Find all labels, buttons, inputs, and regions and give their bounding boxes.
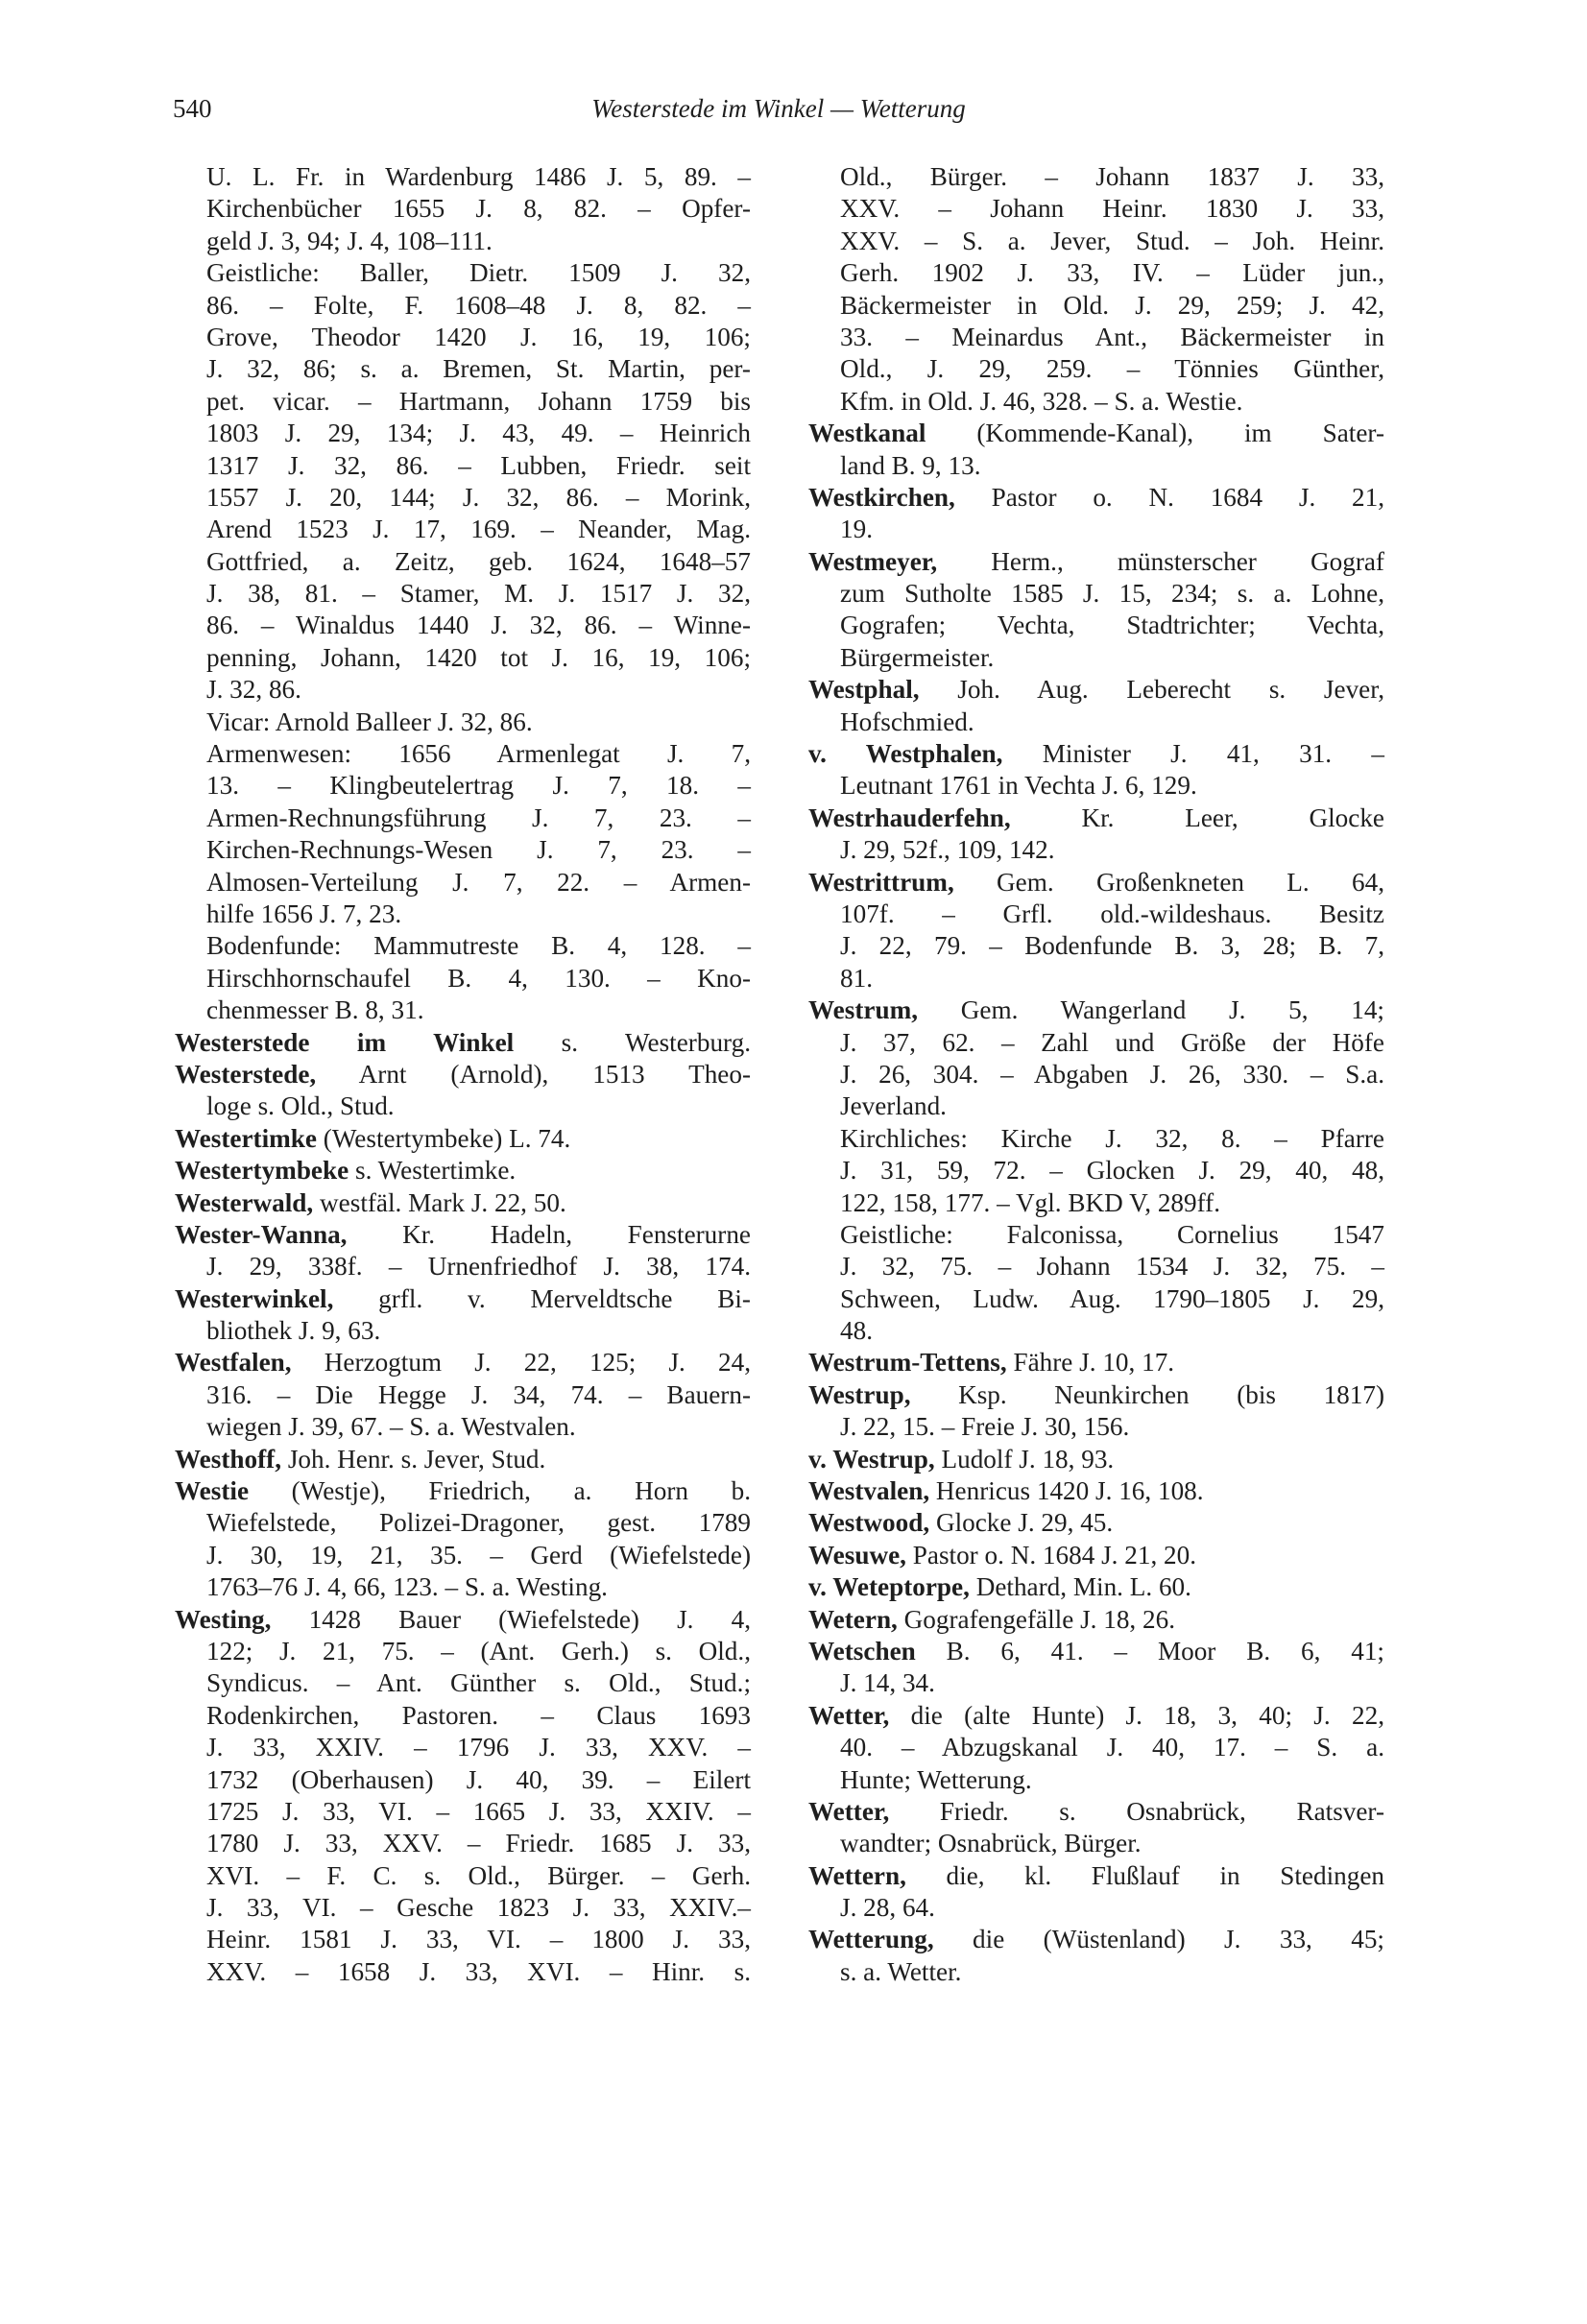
index-text: Gografen; Vechta, Stadtrichter; Vechta, (840, 611, 1384, 640)
index-continuation-line (808, 193, 1384, 225)
index-continuation-line (175, 290, 751, 322)
index-text: J. 22, 79. – Bodenfunde B. 3, 28; B. 7, (840, 931, 1384, 961)
index-continuation-line (808, 707, 1384, 738)
index-text: chenmesser B. 8, 31. (206, 995, 424, 1025)
index-continuation-line (808, 514, 1384, 545)
index-continuation-line (175, 1796, 751, 1828)
index-text: J. 28, 64. (840, 1893, 935, 1923)
index-continuation-line (175, 514, 751, 545)
index-headword: Westerwald, (175, 1187, 314, 1217)
index-headword: Westphal, (808, 675, 920, 705)
index-text: Heinr. 1581 J. 33, VI. – 1800 J. 33, (206, 1925, 751, 1954)
index-continuation-line (175, 707, 751, 738)
index-entry-line (808, 418, 1384, 449)
index-text: J. 37, 62. – Zahl und Größe der Höfe (840, 1027, 1384, 1057)
index-headword: Westertymbeke (175, 1156, 349, 1186)
index-text: Joh. Aug. Leberecht s. Jever, (919, 675, 1384, 705)
index-text: 1317 J. 32, 86. – Lubben, Friedr. seit (206, 450, 751, 480)
index-headword: v. Westphalen, (808, 739, 1003, 769)
index-text: J. 33, XXIV. – 1796 J. 33, XXV. – (206, 1733, 751, 1762)
index-text: penning, Johann, 1420 tot J. 16, 19, 106; (206, 642, 751, 672)
index-entry-line (808, 867, 1384, 898)
index-text: Rodenkirchen, Pastoren. – Claus 1693 (206, 1700, 751, 1730)
index-continuation-line (175, 770, 751, 802)
index-text: Gografengefälle J. 18, 26. (897, 1604, 1176, 1634)
index-text: Dethard, Min. L. 60. (969, 1572, 1191, 1602)
index-entry-line (175, 1283, 751, 1315)
index-text: (Westertymbeke) L. 74. (316, 1123, 571, 1153)
index-continuation-line (175, 193, 751, 225)
index-continuation-line (175, 578, 751, 610)
index-headword: Wesuwe, (808, 1540, 906, 1569)
index-text: Bürgermeister. (840, 642, 995, 672)
index-text: land B. 9, 13. (840, 450, 981, 480)
index-continuation-line (808, 898, 1384, 930)
index-headword: Westie (175, 1476, 250, 1506)
index-text: Grove, Theodor 1420 J. 16, 19, 106; (206, 322, 751, 351)
index-continuation-line (175, 610, 751, 641)
index-text: s. a. Wetter. (840, 1956, 962, 1986)
index-entry-line (175, 1027, 751, 1059)
page-number: 540 (173, 94, 212, 123)
index-text: Arend 1523 J. 17, 169. – Neander, Mag. (206, 515, 751, 544)
index-text: Schween, Ludw. Aug. 1790–1805 J. 29, (840, 1283, 1384, 1313)
index-text: Geistliche: Baller, Dietr. 1509 J. 32, (206, 258, 751, 288)
index-continuation-line (175, 450, 751, 482)
index-text: wiegen J. 39, 67. – S. a. Westvalen. (206, 1412, 576, 1442)
index-entry-line (808, 803, 1384, 834)
index-continuation-line (808, 930, 1384, 962)
index-entry-line (808, 674, 1384, 706)
index-continuation-line (175, 1860, 751, 1892)
index-text: 1725 J. 33, VI. – 1665 J. 33, XXIV. – (206, 1796, 751, 1826)
index-text: loge s. Old., Stud. (206, 1091, 395, 1121)
index-text: 1557 J. 20, 144; J. 32, 86. – Morink, (206, 482, 751, 512)
index-text: Wiefelstede, Polizei-Dragoner, gest. 1789 (206, 1508, 751, 1538)
index-text: J. 30, 19, 21, 35. – Gerd (Wiefelstede) (206, 1540, 751, 1569)
index-entry-line (808, 546, 1384, 578)
index-continuation-line (808, 1027, 1384, 1059)
index-text: Fähre J. 10, 17. (1006, 1348, 1175, 1378)
index-text: Gerh. 1902 J. 33, IV. – Lüder jun., (840, 258, 1384, 288)
index-text: Old., Bürger. – Johann 1837 J. 33, (840, 162, 1384, 191)
index-text: Herzogtum J. 22, 125; J. 24, (291, 1348, 751, 1378)
index-entry-line (808, 1700, 1384, 1732)
index-continuation-line (175, 322, 751, 353)
index-text: B. 6, 41. – Moor B. 6, 41; (915, 1636, 1384, 1665)
index-text: 33. – Meinardus Ant., Bäckermeister in (840, 322, 1384, 351)
index-entry-line (808, 482, 1384, 514)
index-text: Pastor o. N. 1684 J. 21, 20. (905, 1540, 1197, 1569)
index-text: Almosen-Verteilung J. 7, 22. – Armen- (206, 867, 751, 897)
index-continuation-line (175, 803, 751, 834)
index-entry-line (808, 1796, 1384, 1828)
index-headword: Westertimke (175, 1123, 317, 1153)
index-continuation-line (808, 1956, 1384, 1988)
index-text: 1763–76 J. 4, 66, 123. – S. a. Westing. (206, 1572, 608, 1602)
index-headword: Westvalen, (808, 1476, 930, 1506)
index-continuation-line (175, 1411, 751, 1443)
index-entry-line (175, 1444, 751, 1475)
index-continuation-line (175, 1540, 751, 1571)
index-text: 40. – Abzugskanal J. 40, 17. – S. a. (840, 1733, 1384, 1762)
index-entry-line (175, 1347, 751, 1378)
index-text: die (Wüstenland) J. 33, 45; (933, 1925, 1384, 1954)
index-text: 81. (840, 963, 873, 993)
index-entry-line (808, 1636, 1384, 1667)
index-continuation-line (808, 834, 1384, 866)
index-continuation-line (808, 642, 1384, 674)
index-headword: Westerstede, (175, 1059, 317, 1089)
index-continuation-line (808, 1764, 1384, 1796)
index-entry-line (808, 738, 1384, 770)
index-text: (Westje), Friedrich, a. Horn b. (249, 1476, 751, 1506)
index-headword: Westwood, (808, 1508, 930, 1538)
index-text: J. 32, 86; s. a. Bremen, St. Martin, per- (206, 354, 751, 384)
index-text: J. 31, 59, 72. – Glocken J. 29, 40, 48, (840, 1156, 1384, 1186)
index-continuation-line (175, 834, 751, 866)
index-continuation-line (808, 1732, 1384, 1763)
index-headword: Wetter, (808, 1796, 890, 1826)
index-continuation-line (175, 1956, 751, 1988)
index-continuation-line (175, 482, 751, 514)
index-text: Kr. Hadeln, Fensterurne (347, 1219, 751, 1249)
index-text: Gem. Wangerland J. 5, 14; (918, 995, 1384, 1025)
index-continuation-line (175, 1090, 751, 1122)
index-continuation-line (808, 353, 1384, 385)
index-continuation-line (175, 226, 751, 257)
index-headword: Wetter, (808, 1700, 890, 1730)
index-continuation-line (175, 353, 751, 385)
index-text: Kfm. in Old. J. 46, 328. – S. a. Westie. (840, 386, 1243, 416)
index-text: Bodenfunde: Mammutreste B. 4, 128. – (206, 931, 751, 961)
index-continuation-line (175, 1667, 751, 1699)
index-text: 107f. – Grfl. old.-wildeshaus. Besitz (840, 898, 1384, 928)
index-continuation-line (175, 994, 751, 1026)
index-continuation-line (808, 1828, 1384, 1859)
index-continuation-line (175, 738, 751, 770)
index-entry-line (175, 1604, 751, 1636)
index-text: XXV. – S. a. Jever, Stud. – Joh. Heinr. (840, 226, 1384, 255)
index-text: 1803 J. 29, 134; J. 43, 49. – Heinrich (206, 419, 751, 448)
index-text: J. 32, 86. (206, 675, 301, 705)
index-headword: Westmeyer, (808, 546, 938, 576)
index-continuation-line (175, 867, 751, 898)
index-text: Kirchenbücher 1655 J. 8, 82. – Opfer- (206, 194, 751, 224)
index-headword: v. Weteptorpe, (808, 1572, 970, 1602)
index-text: Friedr. s. Osnabrück, Ratsver- (889, 1796, 1384, 1826)
index-headword: Westhoff, (175, 1444, 282, 1473)
index-continuation-line (175, 546, 751, 578)
index-text: Ksp. Neunkirchen (bis 1817) (910, 1379, 1384, 1409)
index-text: Minister J. 41, 31. – (1002, 739, 1384, 769)
index-continuation-line (175, 386, 751, 418)
index-text: Kr. Leer, Glocke (1010, 803, 1384, 832)
index-text: Henricus 1420 J. 16, 108. (929, 1476, 1204, 1506)
index-entry-line (175, 1219, 751, 1251)
index-text: zum Sutholte 1585 J. 15, 234; s. a. Lohne, (840, 579, 1384, 609)
index-text: hilfe 1656 J. 7, 23. (206, 898, 402, 928)
index-continuation-line (175, 161, 751, 193)
index-text: Old., J. 29, 259. – Tönnies Günther, (840, 354, 1384, 384)
index-text: Bäckermeister in Old. J. 29, 259; J. 42, (840, 290, 1384, 320)
index-text: J. 29, 338f. – Urnenfriedhof J. 38, 174. (206, 1252, 751, 1282)
index-text: Kirchen-Rechnungs-Wesen J. 7, 23. – (206, 835, 751, 865)
index-text: geld J. 3, 94; J. 4, 108–111. (206, 226, 493, 255)
index-continuation-line (175, 418, 751, 449)
index-text: 1780 J. 33, XXV. – Friedr. 1685 J. 33, (206, 1829, 751, 1858)
index-text: Ludolf J. 18, 93. (934, 1444, 1115, 1473)
index-text: 86. – Folte, F. 1608–48 J. 8, 82. – (206, 290, 751, 320)
index-text: (Kommende-Kanal), im Sater- (926, 419, 1384, 448)
index-text: J. 22, 15. – Freie J. 30, 156. (840, 1412, 1130, 1442)
index-continuation-line (808, 450, 1384, 482)
index-headword: Westrup, (808, 1379, 911, 1409)
index-continuation-line (175, 930, 751, 962)
index-text: 86. – Winaldus 1440 J. 32, 86. – Winne- (206, 611, 751, 640)
index-text: J. 29, 52f., 109, 142. (840, 835, 1055, 865)
index-headword: Wettern, (808, 1860, 906, 1890)
index-continuation-line (175, 1315, 751, 1347)
index-entry-line (808, 1444, 1384, 1475)
index-continuation-line (175, 1828, 751, 1859)
index-text: Arnt (Arnold), 1513 Theo- (316, 1059, 751, 1089)
index-headword: Westrum-Tettens, (808, 1348, 1007, 1378)
index-text: J. 33, VI. – Gesche 1823 J. 33, XXIV.– (206, 1893, 751, 1923)
index-continuation-line (175, 1507, 751, 1539)
index-headword: Westkirchen, (808, 482, 955, 512)
index-text: XXV. – Johann Heinr. 1830 J. 33, (840, 194, 1384, 224)
index-text: Kirchliches: Kirche J. 32, 8. – Pfarre (840, 1123, 1384, 1153)
index-entry-line (808, 1604, 1384, 1636)
index-headword: Westfalen, (175, 1348, 292, 1378)
index-continuation-line (808, 1667, 1384, 1699)
right-column (808, 161, 1384, 1988)
index-text: 122, 158, 177. – Vgl. BKD V, 289ff. (840, 1187, 1221, 1217)
index-text: Gottfried, a. Zeitz, geb. 1624, 1648–57 (206, 546, 751, 576)
index-headword: Westerstede im Winkel (175, 1027, 515, 1057)
index-text: wandter; Osnabrück, Bürger. (840, 1829, 1142, 1858)
index-headword: Wester-Wanna, (175, 1219, 348, 1249)
index-continuation-line (175, 1571, 751, 1603)
index-headword: Westing, (175, 1604, 272, 1634)
index-entry-line (808, 1924, 1384, 1955)
index-text: westfäl. Mark J. 22, 50. (313, 1187, 566, 1217)
index-continuation-line (175, 898, 751, 930)
index-entry-line (175, 1059, 751, 1090)
index-text: Pastor o. N. 1684 J. 21, (954, 482, 1384, 512)
index-text: Vicar: Arnold Balleer J. 32, 86. (206, 707, 533, 736)
index-continuation-line (175, 1251, 751, 1282)
index-continuation-line (808, 1187, 1384, 1219)
index-text: die (alte Hunte) J. 18, 3, 40; J. 22, (889, 1700, 1384, 1730)
index-continuation-line (175, 1700, 751, 1732)
index-continuation-line (808, 770, 1384, 802)
index-text: J. 38, 81. – Stamer, M. J. 1517 J. 32, (206, 579, 751, 609)
index-text: s. Westertimke. (349, 1156, 517, 1186)
index-text: Leutnant 1761 in Vechta J. 6, 129. (840, 771, 1197, 801)
index-headword: Westrhauderfehn, (808, 803, 1011, 832)
index-entry-line (175, 1475, 751, 1507)
index-text: 1428 Bauer (Wiefelstede) J. 4, (271, 1604, 751, 1634)
index-text: J. 14, 34. (840, 1668, 935, 1698)
index-continuation-line (808, 290, 1384, 322)
index-headword: Wetern, (808, 1604, 898, 1634)
index-entry-line (808, 994, 1384, 1026)
index-text: Hofschmied. (840, 707, 974, 736)
index-text: Glocke J. 29, 45. (929, 1508, 1114, 1538)
index-entry-line (175, 1123, 751, 1155)
page-header (173, 94, 1384, 134)
index-continuation-line (808, 963, 1384, 994)
index-continuation-line (808, 1219, 1384, 1251)
index-text: XVI. – F. C. s. Old., Bürger. – Gerh. (206, 1860, 751, 1890)
index-text: Armenwesen: 1656 Armenlegat J. 7, (206, 739, 751, 769)
index-continuation-line (808, 1315, 1384, 1347)
index-continuation-line (175, 1892, 751, 1924)
index-entry-line (175, 1187, 751, 1219)
index-headword: v. Westrup, (808, 1444, 935, 1473)
index-text: U. L. Fr. in Wardenburg 1486 J. 5, 89. – (206, 162, 751, 191)
index-continuation-line (175, 1732, 751, 1763)
index-continuation-line (808, 386, 1384, 418)
index-continuation-line (808, 1090, 1384, 1122)
index-continuation-line (808, 322, 1384, 353)
index-continuation-line (808, 578, 1384, 610)
index-continuation-line (808, 1059, 1384, 1090)
running-title: Westerstede im Winkel — Wetterung (591, 94, 966, 123)
index-headword: Wetterung, (808, 1925, 934, 1954)
index-text: Hirschhornschaufel B. 4, 130. – Kno- (206, 963, 751, 993)
index-text: 316. – Die Hegge J. 34, 74. – Bauern- (206, 1379, 751, 1409)
index-continuation-line (175, 257, 751, 289)
index-continuation-line (808, 610, 1384, 641)
index-continuation-line (808, 1251, 1384, 1282)
index-text: 122; J. 21, 75. – (Ant. Gerh.) s. Old., (206, 1636, 751, 1665)
index-text: 48. (840, 1316, 873, 1346)
index-entry-line (808, 1347, 1384, 1378)
index-text: pet. vicar. – Hartmann, Johann 1759 bis (206, 386, 751, 416)
index-text: 13. – Klingbeutelertrag J. 7, 18. – (206, 771, 751, 801)
index-text: Geistliche: Falconissa, Cornelius 1547 (840, 1219, 1384, 1249)
index-continuation-line (175, 674, 751, 706)
index-entry-line (808, 1379, 1384, 1411)
index-continuation-line (175, 1924, 751, 1955)
index-entry-line (175, 1155, 751, 1186)
index-text: J. 26, 304. – Abgaben J. 26, 330. – S.a. (840, 1059, 1384, 1089)
index-text: Armen-Rechnungsführung J. 7, 23. – (206, 803, 751, 832)
index-text: J. 32, 75. – Johann 1534 J. 32, 75. – (840, 1252, 1384, 1282)
index-text: Gem. Großenkneten L. 64, (953, 867, 1384, 897)
index-headword: Wetschen (808, 1636, 916, 1665)
index-continuation-line (175, 642, 751, 674)
index-continuation-line (808, 1283, 1384, 1315)
index-text: Hunte; Wetterung. (840, 1764, 1032, 1794)
index-headword: Westrittrum, (808, 867, 954, 897)
index-continuation-line (808, 257, 1384, 289)
index-continuation-line (808, 1892, 1384, 1924)
index-entry-line (808, 1571, 1384, 1603)
index-text: 19. (840, 515, 873, 544)
index-continuation-line (175, 1379, 751, 1411)
index-entry-line (808, 1540, 1384, 1571)
index-text: die, kl. Flußlauf in Stedingen (905, 1860, 1384, 1890)
index-entry-line (808, 1507, 1384, 1539)
index-continuation-line (808, 226, 1384, 257)
index-text: Herm., münsterscher Gograf (937, 546, 1384, 576)
index-entry-line (808, 1475, 1384, 1507)
index-text: bliothek J. 9, 63. (206, 1316, 381, 1346)
index-text: Joh. Henr. s. Jever, Stud. (281, 1444, 546, 1473)
index-continuation-line (175, 1636, 751, 1667)
index-headword: Westrum, (808, 995, 919, 1025)
index-continuation-line (175, 1764, 751, 1796)
index-text: grfl. v. Merveldtsche Bi- (333, 1283, 751, 1313)
index-text: s. Westerburg. (514, 1027, 751, 1057)
index-text: 1732 (Oberhausen) J. 40, 39. – Eilert (206, 1764, 751, 1794)
index-continuation-line (808, 1411, 1384, 1443)
index-text: XXV. – 1658 J. 33, XVI. – Hinr. s. (206, 1956, 751, 1986)
index-entry-line (808, 1860, 1384, 1892)
index-text: Syndicus. – Ant. Günther s. Old., Stud.; (206, 1668, 751, 1698)
index-headword: Westerwinkel, (175, 1283, 334, 1313)
index-text: Jeverland. (840, 1091, 947, 1121)
index-continuation-line (808, 1155, 1384, 1186)
index-headword: Westkanal (808, 419, 926, 448)
index-continuation-line (808, 161, 1384, 193)
index-continuation-line (175, 963, 751, 994)
index-continuation-line (808, 1123, 1384, 1155)
left-column (175, 161, 751, 1988)
